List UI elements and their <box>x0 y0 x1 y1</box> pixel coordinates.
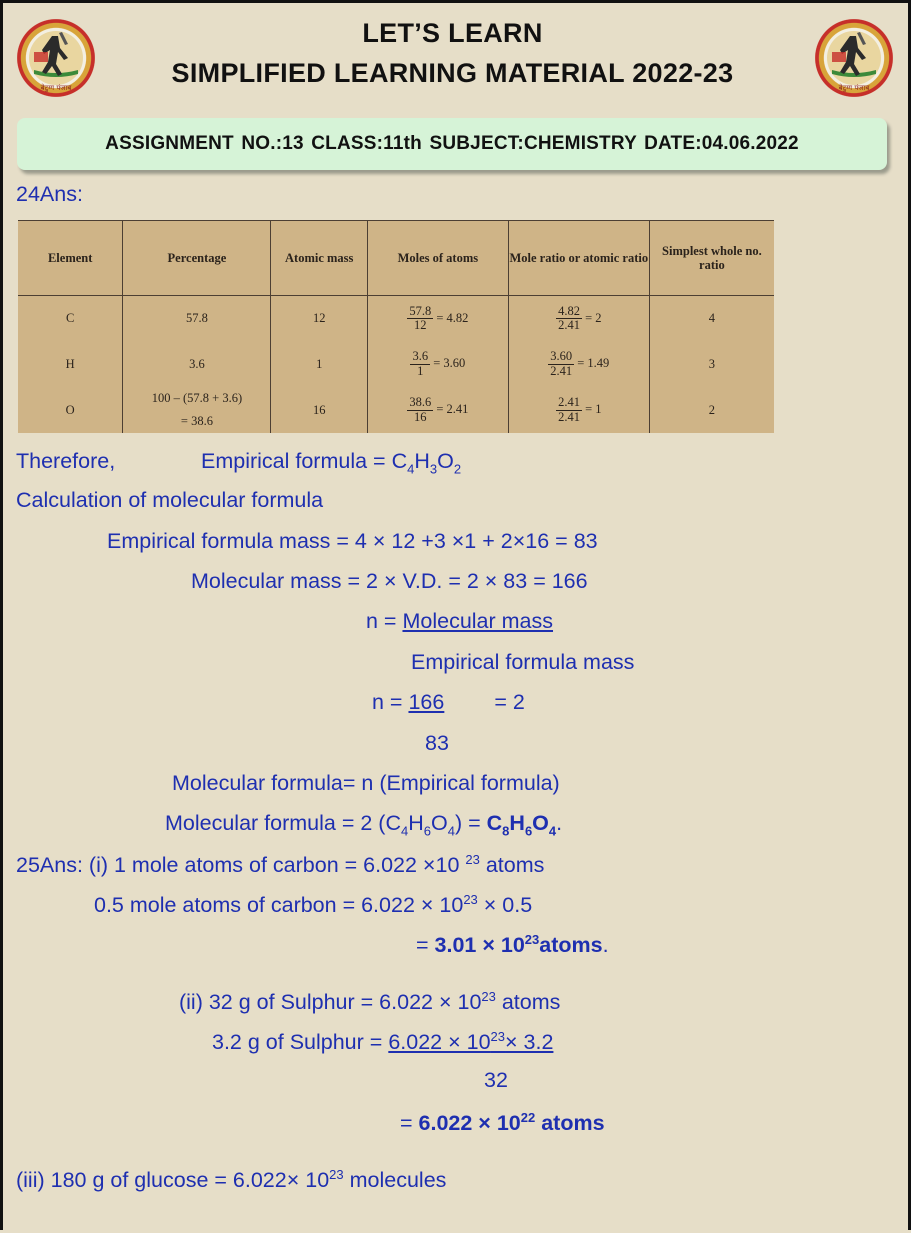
frac-den: 16 <box>414 409 427 424</box>
mf-result <box>486 811 557 839</box>
logo-caption: बेटुग्ग पंजाब <box>40 84 72 92</box>
frac-num: 3.6 <box>412 349 429 364</box>
n-value-denominator: 83 <box>425 731 449 755</box>
cell-moles <box>367 342 508 388</box>
cell-moles <box>367 296 508 342</box>
cell-element: C <box>18 296 123 342</box>
frac-den: 2.41 <box>558 318 580 333</box>
molecular-formula-line2 <box>165 813 562 837</box>
superscript: 23 <box>329 1167 344 1182</box>
q25-line1 <box>16 853 544 877</box>
cell-simplest: 4 <box>708 311 715 326</box>
q25-line3 <box>416 933 609 957</box>
table-row <box>18 387 774 433</box>
superscript: 23 <box>481 989 496 1004</box>
symbol: H <box>509 811 525 835</box>
q25-result: atoms <box>535 1111 605 1136</box>
symbol: H <box>408 811 424 835</box>
n-numerator: 166 <box>408 690 445 714</box>
frac-num: 2.41 <box>558 394 580 409</box>
q25-dot: . <box>602 933 609 958</box>
q25-text: 25Ans: (i) 1 mole atoms of carbon = 6.022 ×10 <box>16 853 466 878</box>
cell-percentage: 3.6 <box>123 342 271 388</box>
q25-text: = <box>400 1111 419 1136</box>
cell-percentage: 57.8 <box>123 296 271 342</box>
q25-text: (ii) 32 g of Sulphur = 6.022 × 10 <box>179 990 482 1015</box>
th-simplest: Simplest whole no. ratio <box>649 221 774 296</box>
title-line-2: SIMPLIFIED LEARNING MATERIAL 2022-23 <box>171 58 734 88</box>
table-row <box>18 342 774 388</box>
subscript: 4 <box>407 461 415 477</box>
subscript: 4 <box>548 823 557 839</box>
q25-iii-line <box>16 1168 446 1192</box>
calc-heading: Calculation of molecular formula <box>16 488 324 512</box>
th-mole-ratio: Mole ratio or atomic ratio <box>508 221 649 296</box>
percentage-result: = 38.6 <box>180 414 213 429</box>
frac-den: 1 <box>417 364 424 378</box>
q25-ii-denominator: 32 <box>484 1068 508 1092</box>
cell-atomic-mass: 12 <box>271 296 367 342</box>
cell-percentage <box>123 387 271 433</box>
frac-value: = 2.41 <box>436 402 469 417</box>
subscript: 6 <box>423 823 431 839</box>
frac-value: = 2 <box>585 310 602 325</box>
subscript: 8 <box>502 823 510 839</box>
q25-text: × 0.5 <box>477 893 533 918</box>
mf-close: ) = <box>454 811 487 835</box>
n-result: = 2 <box>494 690 525 714</box>
assignment-info: ASSIGNMENT NO.:13 CLASS:11th SUBJECT:CHEMISTRY DATE:04.06.2022 <box>105 133 799 154</box>
symbol: C <box>486 811 503 835</box>
q24-label: 24Ans: <box>16 182 83 206</box>
q25-text: atoms <box>495 990 561 1015</box>
q25-text: 0.5 mole atoms of carbon = 6.022 × 10 <box>94 893 464 918</box>
symbol: O <box>532 811 549 835</box>
n-formula-line <box>366 611 553 633</box>
symbol: O <box>431 811 448 835</box>
assignment-banner <box>17 118 887 170</box>
q25-ii-numerator <box>388 1030 553 1054</box>
cell-atomic-mass: 1 <box>271 342 367 388</box>
frac-den: 2.41 <box>558 409 580 424</box>
q25-text: atoms <box>479 853 545 878</box>
subscript: 4 <box>401 823 409 839</box>
subscript: 2 <box>453 461 462 477</box>
mf-text: Molecular formula = 2 (C <box>165 811 401 835</box>
logo-caption: बेटुग्ग पंजाब <box>838 84 870 92</box>
n-eq: n = <box>372 690 409 714</box>
q25-ii-line1 <box>179 990 560 1014</box>
symbol: O <box>437 449 454 473</box>
q25-text: 6.022 × 10 <box>388 1030 491 1055</box>
cell-ratio <box>508 296 649 342</box>
empirical-table <box>18 220 774 433</box>
superscript: 23 <box>490 1029 506 1044</box>
frac-num: 38.6 <box>409 394 432 409</box>
therefore-label: Therefore, <box>16 449 116 473</box>
molecular-formula-line1: Molecular formula= n (Empirical formula) <box>172 771 560 795</box>
frac-num: 4.82 <box>558 303 580 318</box>
superscript: 23 <box>463 892 478 907</box>
molecular-mass-line: Molecular mass = 2 × V.D. = 2 × 83 = 166 <box>191 569 588 593</box>
empirical-formula-line <box>201 451 461 475</box>
title-line-1: LET’S LEARN <box>362 18 543 48</box>
cell-atomic-mass: 16 <box>271 387 367 433</box>
frac-num: 3.60 <box>550 349 573 364</box>
empirical-mass-line: Empirical formula mass = 4 × 12 +3 ×1 + 2×16 = 83 <box>107 529 598 553</box>
cell-element: O <box>18 387 123 433</box>
frac-value: = 1 <box>585 402 602 417</box>
cell-moles <box>367 387 508 433</box>
frac-value: = 1.49 <box>577 356 610 371</box>
q25-text: (iii) 180 g of glucose = 6.022× 10 <box>16 1168 330 1193</box>
n-value-line <box>372 692 525 714</box>
percentage-expr: 100 – (57.8 + 3.6) <box>151 391 243 406</box>
n-denominator: Empirical formula mass <box>411 650 635 674</box>
cell-element: H <box>18 342 123 388</box>
n-eq: n = <box>366 609 403 633</box>
superscript: 23 <box>524 932 540 947</box>
cell-ratio <box>508 387 649 433</box>
superscript: 22 <box>520 1110 536 1125</box>
q25-result: 3.01 × 10 <box>434 933 525 958</box>
q25-ii-line3 <box>400 1111 605 1135</box>
q25-text: × 3.2 <box>505 1030 554 1055</box>
th-element: Element <box>18 221 123 296</box>
mf-dot: . <box>556 811 563 835</box>
frac-num: 57.8 <box>409 303 432 318</box>
q25-text: = <box>416 933 435 958</box>
q25-ii-line2 <box>212 1030 553 1054</box>
q25-result: atoms <box>539 933 603 958</box>
empirical-table-image <box>18 220 774 433</box>
subscript: 3 <box>429 461 438 477</box>
table-row <box>18 296 774 342</box>
th-percentage: Percentage <box>123 221 271 296</box>
q25-line2 <box>94 893 532 917</box>
frac-den: 12 <box>414 318 427 333</box>
frac-value: = 3.60 <box>433 356 466 371</box>
cell-simplest: 3 <box>708 357 715 371</box>
frac-den: 2.41 <box>550 364 573 378</box>
subscript: 4 <box>447 823 455 839</box>
cell-simplest: 2 <box>708 402 715 417</box>
cell-ratio <box>508 342 649 388</box>
q25-result: 6.022 × 10 <box>418 1111 521 1136</box>
n-numerator: Molecular mass <box>402 609 554 633</box>
symbol: H <box>414 449 430 473</box>
superscript: 23 <box>465 852 480 867</box>
q25-text: molecules <box>343 1168 447 1193</box>
empirical-label: Empirical formula = C <box>201 449 408 473</box>
q25-text: 3.2 g of Sulphur = <box>212 1030 389 1055</box>
frac-value: = 4.82 <box>436 310 469 325</box>
th-moles: Moles of atoms <box>367 221 508 296</box>
th-atomic-mass: Atomic mass <box>271 221 367 296</box>
subscript: 6 <box>524 823 533 839</box>
